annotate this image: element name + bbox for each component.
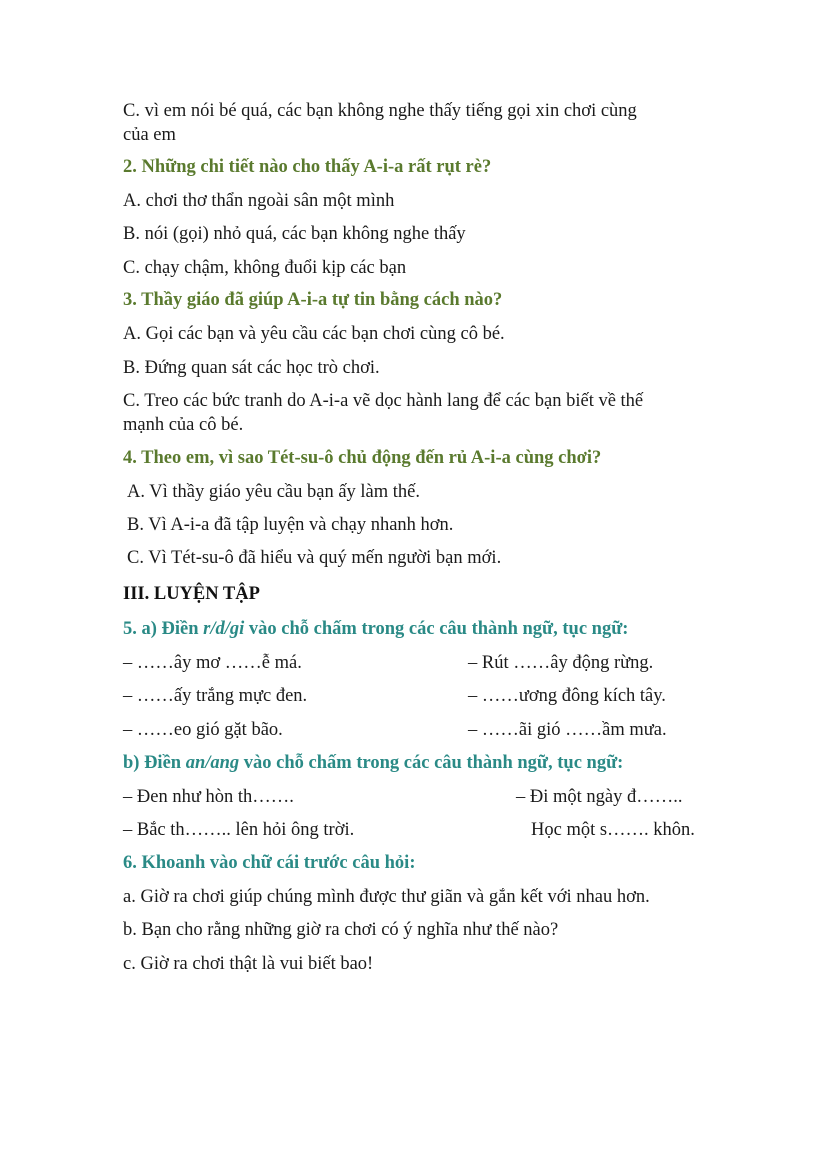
q5b-item: Học một s……. khôn.: [531, 820, 695, 840]
q6-option-b: b. Bạn cho rằng những giờ ra chơi có ý nghĩa như thế nào?: [123, 920, 559, 940]
q4-option-c: C. Vì Tét-su-ô đã hiểu và quý mến người bạn mới.: [127, 548, 502, 568]
q5a-item: – ……ương đông kích tây.: [468, 686, 666, 706]
q5b-item: – Bắc th…….. lên hỏi ông trời.: [123, 820, 355, 840]
q2-option-a: A. chơi thơ thẩn ngoài sân một mình: [123, 191, 395, 211]
q5a-title-pre: 5. a) Điền: [123, 619, 204, 639]
q3-option-b: B. Đứng quan sát các học trò chơi.: [123, 358, 380, 378]
q2-option-b: B. nói (gọi) nhỏ quá, các bạn không nghe thấy: [123, 224, 466, 244]
q5a-item: – ……ãi gió ……ầm mưa.: [468, 720, 667, 740]
q5b-title-post: vào chỗ chấm trong các câu thành ngữ, tục ngữ:: [239, 753, 624, 773]
q3-option-a: A. Gọi các bạn và yêu cầu các bạn chơi cùng cô bé.: [123, 324, 505, 344]
section-title: III. LUYỆN TẬP: [123, 584, 260, 604]
q5a-item: – ……eo gió gặt bão.: [123, 720, 283, 740]
q3-option-c-line2: mạnh của cô bé.: [123, 415, 244, 435]
q3-option-c-line1: C. Treo các bức tranh do A-i-a vẽ dọc hành lang để các bạn biết về thế: [123, 391, 644, 411]
q1-option-c-line1: C. vì em nói bé quá, các bạn không nghe thấy tiếng gọi xin chơi cùng: [123, 101, 637, 121]
q4-option-b: B. Vì A-i-a đã tập luyện và chạy nhanh hơn.: [127, 515, 454, 535]
q6-option-a: a. Giờ ra chơi giúp chúng mình được thư giãn và gắn kết với nhau hơn.: [123, 887, 650, 907]
q4-option-a: A. Vì thầy giáo yêu cầu bạn ấy làm thế.: [127, 482, 421, 502]
q6-option-c: c. Giờ ra chơi thật là vui biết bao!: [123, 954, 374, 974]
q5a-item: – ……ấy trắng mực đen.: [123, 686, 308, 706]
q5b-item: – Đen như hòn th…….: [123, 787, 294, 807]
q4-title: 4. Theo em, vì sao Tét-su-ô chủ động đến rủ A-i-a cùng chơi?: [123, 448, 602, 468]
q5b-item: – Đi một ngày đ……..: [516, 787, 683, 807]
q3-title: 3. Thầy giáo đã giúp A-i-a tự tin bằng cách nào?: [123, 290, 503, 310]
q5a-item: – Rút ……ây động rừng.: [468, 653, 654, 673]
q5a-title-post: vào chỗ chấm trong các câu thành ngữ, tục ngữ:: [244, 619, 629, 639]
q5b-title: [123, 751, 623, 775]
q2-option-c: C. chạy chậm, không đuổi kịp các bạn: [123, 258, 407, 278]
q5b-title-pre: b) Điền: [123, 753, 186, 773]
q5b-title-letters: an/ang: [185, 753, 240, 773]
q5a-item: – ……ây mơ ……ễ má.: [123, 653, 302, 673]
q2-title: 2. Những chi tiết nào cho thấy A-i-a rất rụt rè?: [123, 157, 492, 177]
q6-title: 6. Khoanh vào chữ cái trước câu hỏi:: [123, 853, 416, 873]
q1-option-c-line2: của em: [123, 125, 176, 145]
q5a-title: [123, 617, 628, 641]
q5a-title-letters: r/d/gi: [203, 619, 245, 639]
